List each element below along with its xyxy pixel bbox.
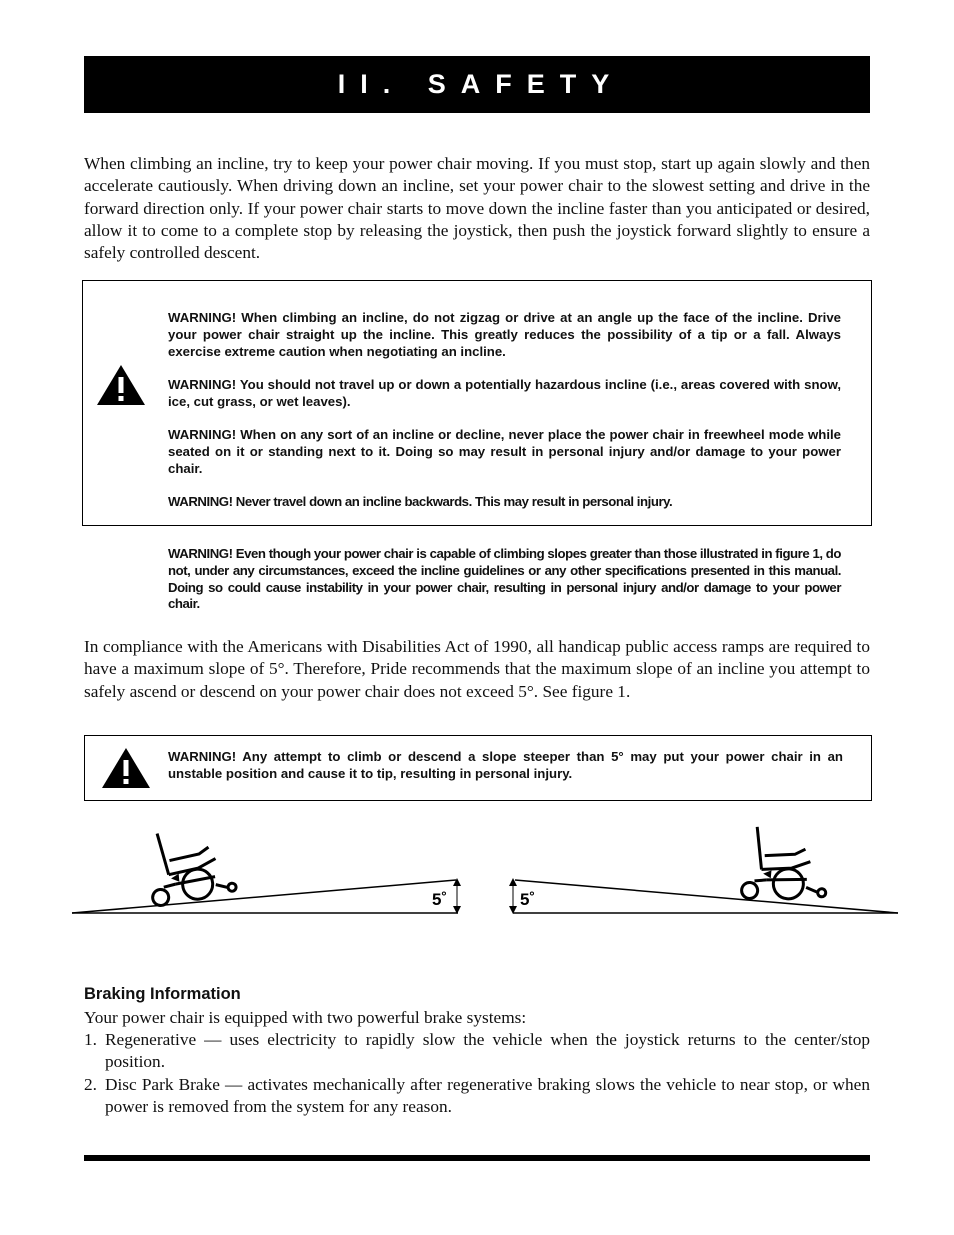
list-item [84,1029,870,1074]
warning-list [168,310,841,511]
wheelchair-icon [741,826,831,905]
warning-item: WARNING! Never travel down an incline backwards. This may result in personal injury. [168,493,673,509]
warning-triangle-icon [95,363,147,407]
warning-item: WARNING! You should not travel up or down a potentially hazardous incline (i.e., areas covered with snow, ice, cut grass, or wet leaves). [168,376,841,409]
ada-paragraph: In compliance with the Americans with Disabilities Act of 1990, all handicap public access ramps are required to have a maximum slope of 5°. Therefore, Pride recommends that the maximum slope of an incline you attempt to safely ascend or descend on your power chair does not exceed 5°. See figure 1. [84,637,870,701]
warning-box-slope [84,735,872,801]
right-angle-label: 5˚ [520,890,536,909]
wheelchair-icon [147,827,237,906]
list-item [84,1074,870,1119]
warning-text: WARNING! Any attempt to climb or descend a slope steeper than 5° may put your power chair in an unstable position and cause it to tip, resulting in personal injury. [168,749,843,781]
braking-heading: Braking Information [84,985,241,1003]
footer-rule [84,1155,870,1161]
warning-triangle-icon [100,746,152,790]
standalone-warning: WARNING! Even though your power chair is capable of climbing slopes greater than those illustrated in figure 1, do not, under any circumstances, exceed the incline guidelines or any other specifications presented in this manual. Doing so could cause instability in your power chair, resulting in personal injury and/or damage to your power chair. [168,546,841,612]
warning-box-incline [82,280,872,526]
list-item-number: 1. [84,1030,97,1049]
list-item-number: 2. [84,1074,97,1094]
list-item-text: Disc Park Brake — activates mechanically after regenerative braking slows the vehicle to near stop, or when power is removed from the system for any reason. [105,1074,870,1116]
warning-item: WARNING! When on any sort of an incline or decline, never place the power chair in freewheel mode while seated on it or standing next to it. Doing so may result in personal injury and/or damage to your power chair. [168,426,841,476]
left-ramp [72,878,461,914]
section-title: II. SAFETY [337,69,625,99]
warning-item: WARNING! When climbing an incline, do not zigzag or drive at an angle up the face of the incline. Drive your power chair straight up the incline. This greatly reduces the possibility of a tip or a fall. Always exercise extreme caution when negotiating an incline. [168,310,841,359]
brake-list [84,1029,870,1118]
incline-diagram [0,820,954,930]
braking-intro: Your power chair is equipped with two powerful brake systems: [84,1008,527,1027]
list-item-text: Regenerative — uses electricity to rapidly slow the vehicle when the joystick returns to the center/stop position. [105,1030,870,1072]
left-angle-label: 5˚ [432,890,448,909]
section-header-bar [84,56,870,113]
intro-paragraph: When climbing an incline, try to keep your power chair moving. If you must stop, start up again slowly and then accelerate cautiously. When driving down an incline, set your power chair to the slowest setting and drive in the forward direction only. If your power chair starts to move down the incline faster than you anticipated or desired, allow it to come to a complete stop by releasing the joystick, then push the joystick forward slightly to ensure a safely controlled descent. [84,154,870,263]
right-ramp [509,878,898,914]
